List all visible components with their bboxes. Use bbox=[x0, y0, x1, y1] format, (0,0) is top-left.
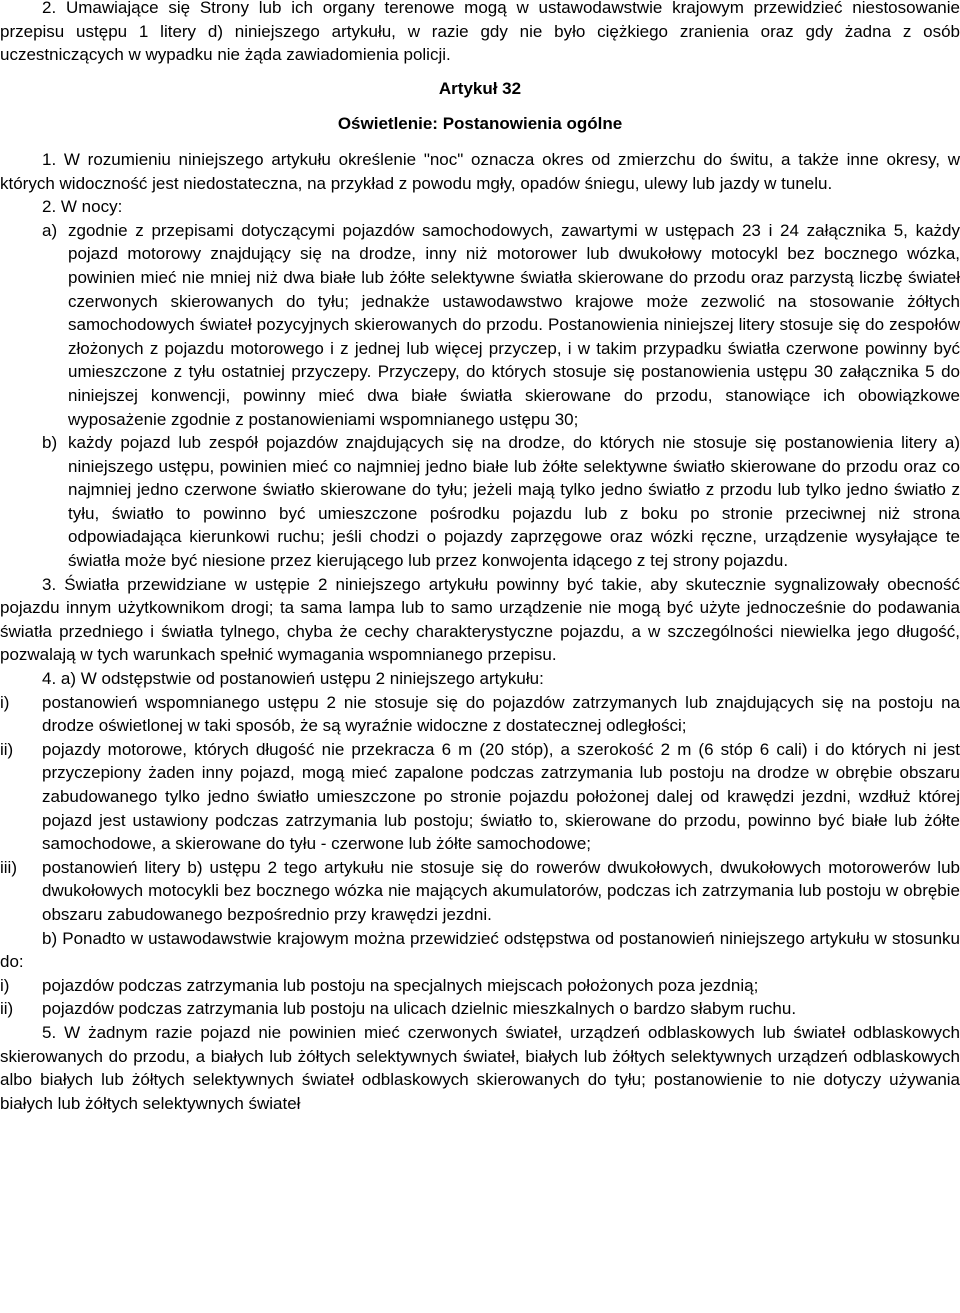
intro-paragraph: 2. Umawiające się Strony lub ich organy terenowe mogą w ustawodawstwie krajowym przewidzieć niestosowanie przepisu ustępu 1 litery d) niniejszego artykułu, w razie gdy nie było ciężkiego zranienia oraz gdy żadna z osób uczestniczących w wypadku nie żąda zawiadomienia policji. bbox=[0, 0, 960, 65]
list-item-4b-ii bbox=[0, 997, 960, 1021]
list-item-text: postanowień litery b) ustępu 2 tego artykułu nie stosuje się do rowerów dwukołowych, dwukołowych motorowerów lub dwukołowych motocykli bez bocznego wózka nie mających akumulatorów, podczas ich zatrzymania lub postoju w obrębie obszaru zabudowanego bezpośrednio przy krawędzi jezdni. bbox=[42, 857, 960, 924]
list-item-4a-iii bbox=[0, 856, 960, 927]
list-item-2b bbox=[0, 431, 960, 573]
list-item-text: pojazdów podczas zatrzymania lub postoju na specjalnych miejscach położonych poza jezdnią; bbox=[42, 975, 759, 995]
list-item-2a bbox=[0, 219, 960, 431]
list-label: i) bbox=[0, 975, 10, 995]
list-label: ii) bbox=[0, 999, 14, 1019]
list-label: i) bbox=[0, 692, 10, 712]
paragraph-4b: b) Ponadto w ustawodawstwie krajowym można przewidzieć odstępstwa od postanowień niniejszego artykułu w stosunku do: bbox=[0, 928, 960, 972]
paragraph-2: 2. W nocy: bbox=[42, 197, 123, 217]
list-item-4a-ii bbox=[0, 738, 960, 856]
list-item-text: zgodnie z przepisami dotyczącymi pojazdów samochodowych, zawartymi w ustępach 23 i 24 załącznika 5, każdy pojazd motorowy znajdujący się na drodze, inny niż motorower lub dwukołowy motocykl bez bocznego wózka, powinien mieć nie mniej niż dwa białe lub żółte selektywne światła skierowane do przodu oraz parzystą liczbę świateł czerwonych skierowanych do tyłu; jednakże ustawodawstwo krajowe może zezwolić na stosowanie żółtych samochodowych świateł pozycyjnych skierowanych do przodu. Postanowienia niniejszej litery stosuje się do zespołów złożonych z pojazdu motorowego i z jednej lub więcej przyczep, i w takim przypadku światła czerwone powinny być umieszczone z tyłu ostatniej przyczepy. Przyczepy, do których stosuje się postanowienia ustępu 30 załącznika 5 do niniejszej konwencji, powinny mieć dwa białe światła skierowane do przodu, stanowiące ich obowiązkowe wyposażenie zgodnie z postanowieniami wspomnianego ustępu 30; bbox=[68, 220, 960, 429]
list-item-text: każdy pojazd lub zespół pojazdów znajdujących się na drodze, do których nie stosuje się postanowienia litery a) niniejszego ustępu, powinien mieć co najmniej jedno białe lub żółte selektywne światło skierowane do przodu oraz co najmniej jedno czerwone światło skierowane do tyłu; jeżeli mają tylko jedno światło z przodu lub tylko jedno światło z tyłu, światło to powinno być umieszczone pośrodku pojazdu lub z boku po stronie przeciwnej niż strona odpowiadająca kierunkowi ruchu; jeśli chodzi o pojazdy zaprzęgowe oraz wózki ręczne, urządzenie wysyłające te światła może być niesione przez kierującego lub przez konwojenta idącego z tej strony pojazdu. bbox=[68, 433, 960, 571]
paragraph-5: 5. W żadnym razie pojazd nie powinien mieć czerwonych świateł, urządzeń odblaskowych lub świateł odblaskowych skierowanych do przodu, a białych lub żółtych selektywnych świateł, białych lub żółtych selektywnych urządzeń odblaskowych albo białych lub żółtych selektywnych świateł odblaskowych skierowanych do tyłu; postanowienie to nie dotyczy używania białych lub żółtych selektywnych świateł bbox=[0, 1022, 960, 1113]
list-label: ii) bbox=[0, 739, 14, 759]
article-title: Artykuł 32 bbox=[438, 78, 522, 98]
paragraph-4a: 4. a) W odstępstwie od postanowień ustępu 2 niniejszego artykułu: bbox=[42, 669, 544, 689]
list-label: b) bbox=[42, 433, 58, 453]
article-subtitle: Oświetlenie: Postanowienia ogólne bbox=[337, 114, 623, 134]
list-label: iii) bbox=[0, 857, 17, 877]
paragraph-1: 1. W rozumieniu niniejszego artykułu określenie "noc" oznacza okres od zmierzchu do świtu, a także inne okresy, w których widoczność jest niedostateczna, na przykład z powodu mgły, opadów śniegu, ulewy lub jazdy w tunelu. bbox=[0, 149, 960, 193]
list-item-4a-i bbox=[0, 691, 960, 738]
list-item-text: postanowień wspomnianego ustępu 2 nie stosuje się do pojazdów zatrzymanych lub znajdujących się na postoju na drodze oświetlonej w taki sposób, że są wyraźnie widoczne z dostatecznej odległości; bbox=[42, 692, 960, 736]
list-item-text: pojazdów podczas zatrzymania lub postoju na ulicach dzielnic mieszkalnych o bardzo słabym ruchu. bbox=[42, 999, 797, 1019]
list-item-text: pojazdy motorowe, których długość nie przekracza 6 m (20 stóp), a szerokość 2 m (6 stóp 6 cali) i do których ni jest przyczepiony żaden inny pojazd, mogą mieć zapalone podczas zatrzymania lub postoju na drodze w obrębie obszaru zabudowanego tylko jedno światło umieszczone po stronie pojazdu położonej dalej od krawędzi jezdni, wzdłuż której pojazd jest ustawiony podczas zatrzymania lub postoju; światło to, skierowane do przodu, powinno być białe lub żółte samochodowe, a skierowane do tyłu - czerwone lub żółte samochodowe; bbox=[42, 739, 960, 854]
paragraph-3: 3. Światła przewidziane w ustępie 2 niniejszego artykułu powinny być takie, aby skutecznie sygnalizowały obecność pojazdu innym użytkownikom drogi; ta sama lampa lub to samo urządzenie nie mogą być użyte jednocześnie do podawania światła przedniego i światła tylnego, chyba że cechy charakterystyczne pojazdu, a w szczególności niewielka jego długość, pozwalają w tych warunkach spełnić wymagania wspomnianego przepisu. bbox=[0, 574, 960, 665]
list-item-4b-i bbox=[0, 974, 960, 998]
list-label: a) bbox=[42, 220, 58, 240]
